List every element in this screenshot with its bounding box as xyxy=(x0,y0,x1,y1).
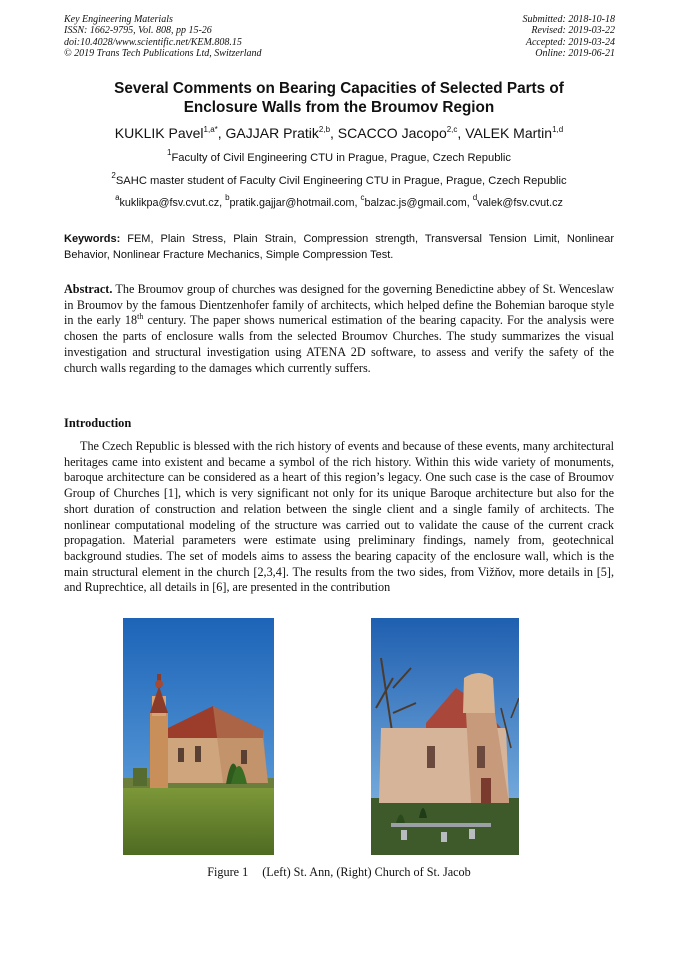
email-sup: c xyxy=(360,193,365,202)
journal-issn: ISSN: 1662-9795, Vol. 808, pp 15-26 xyxy=(64,25,212,37)
figure-caption-text: (Left) St. Ann, (Right) Church of St. Jacob xyxy=(262,865,471,879)
email-link[interactable]: balzac.js@gmail.com xyxy=(364,197,467,209)
introduction-paragraph: The Czech Republic is blessed with the rich history of events and because of these events, many architectural heritages came into existent and became a symbol of the rich history. Within this wide variety of monuments, baroque architecture can be considered as a heart of this region’s legacy. One such case is the case of Broumov Group of Churches [1], which is very significant not only for its unique Baroque architecture but also for the short duration of construction and relation between the single client and a single family of architects. The nonlinear computational modeling of the structure was carried out to validate the cause of the current crack propagation. Material parameters were estimate using preliminary findings, namely from, geotechnical background studies. The set of models aims to assess the bearing capacity of the enclosure wall, which is the main structural element in the church [2,3,4]. The results from the two sides, from Vižňov, more details in [5], and Ruprechtice, all details in [6], are presented in the contribution xyxy=(64,439,614,595)
affiliation-sup: 2 xyxy=(111,171,116,180)
photo-st-jacob-church xyxy=(371,618,519,855)
online-date: Online: 2019-06-21 xyxy=(535,48,615,60)
email-link[interactable]: pratik.gajjar@hotmail.com xyxy=(229,197,355,209)
revised-date: Revised: 2019-03-22 xyxy=(531,25,615,37)
journal-header-left xyxy=(64,14,262,60)
abstract-paragraph xyxy=(64,282,614,376)
journal-name: Key Engineering Materials xyxy=(64,14,173,25)
author-name: VALEK Martin xyxy=(465,125,553,141)
figure-number: Figure 1 xyxy=(207,865,249,879)
submitted-date: Submitted: 2018-10-18 xyxy=(522,14,615,25)
st-jacob-church-illustration xyxy=(371,618,519,855)
keywords-paragraph xyxy=(64,232,614,263)
abstract-text-end: century. The paper shows numerical estimation of the bearing capacity. For the analysis were chosen the parts of enclosure walls from the selected Broumov Churches. The study summarizes the visual investigation and structural investigation using ATENA 2D software, to assess and verify the safety of the church walls regarding to the damages which currently suffers. xyxy=(64,313,614,375)
email-sup: a xyxy=(115,193,120,202)
accepted-date: Accepted: 2019-03-24 xyxy=(525,36,615,48)
keywords-text: FEM, Plain Stress, Plain Strain, Compression strength, Transversal Tension Limit, Nonlinear Behavior, Nonlinear Fracture Mechanics, Simple Compression Test. xyxy=(64,233,614,261)
author-sup: 1,a* xyxy=(203,125,218,134)
email-list: $^a$kuklikpa@fsv.cvut.cz, $^b$pratik.gajjar@hotmail.com, $^c$balzac.js@gmail.com, $^d$valek@fsv.cvut.cz xyxy=(115,193,563,209)
affiliation-sup: 1 xyxy=(167,148,172,157)
figure-caption xyxy=(0,865,678,880)
email-sup: d xyxy=(472,193,478,202)
author-sup: 1,d xyxy=(552,125,564,134)
author-list: KUKLIK Pavel$^{1,a*}$, GAJJAR Pratik$^{2,b}$, SCACCO Jacopo$^{2,c}$, VALEK Martin$^{1,d}$ xyxy=(114,125,564,141)
author-name: GAJJAR Pratik xyxy=(225,125,319,141)
keywords-label: Keywords: xyxy=(64,233,121,245)
author-sup: 2,b xyxy=(318,125,331,134)
email-link[interactable]: valek@fsv.cvut.cz xyxy=(477,197,563,209)
abstract-text-start: The Broumov group of churches was designed for the governing Benedictine abbey of St. Wenceslaw in Broumov by the famous Dientzenhofer family of architects, which helped define the Bohemian baroque style in the early 18 xyxy=(64,282,614,328)
journal-doi: doi:10.4028/www.scientific.net/KEM.808.15 xyxy=(64,36,242,48)
abstract-label: Abstract. xyxy=(64,282,113,296)
journal-header-right xyxy=(523,14,616,60)
st-ann-church-illustration xyxy=(123,618,274,855)
author-sup: 2,c xyxy=(446,125,458,134)
photo-st-ann-church xyxy=(123,618,274,855)
author-name: SCACCO Jacopo xyxy=(337,125,447,141)
affiliation-text: SAHC master student of Faculty Civil Engineering CTU in Prague, Prague, Czech Republic xyxy=(115,175,567,187)
email-link[interactable]: kuklikpa@fsv.cvut.cz xyxy=(119,197,220,209)
author-name: KUKLIK Pavel xyxy=(114,125,204,141)
email-sup: b xyxy=(225,193,230,202)
paper-title xyxy=(64,79,614,117)
affiliation-2 xyxy=(0,171,678,188)
title-line-2: Enclosure Walls from the Broumov Region xyxy=(183,99,495,116)
abstract-superscript: th xyxy=(137,312,144,322)
affiliation-text: Faculty of Civil Engineering CTU in Prague, Prague, Czech Republic xyxy=(171,152,511,164)
affiliation-1 xyxy=(0,148,678,165)
title-line-1: Several Comments on Bearing Capacities of Selected Parts of xyxy=(114,80,564,97)
introduction-heading: Introduction xyxy=(64,416,132,430)
journal-copyright: © 2019 Trans Tech Publications Ltd, Switzerland xyxy=(64,48,262,60)
